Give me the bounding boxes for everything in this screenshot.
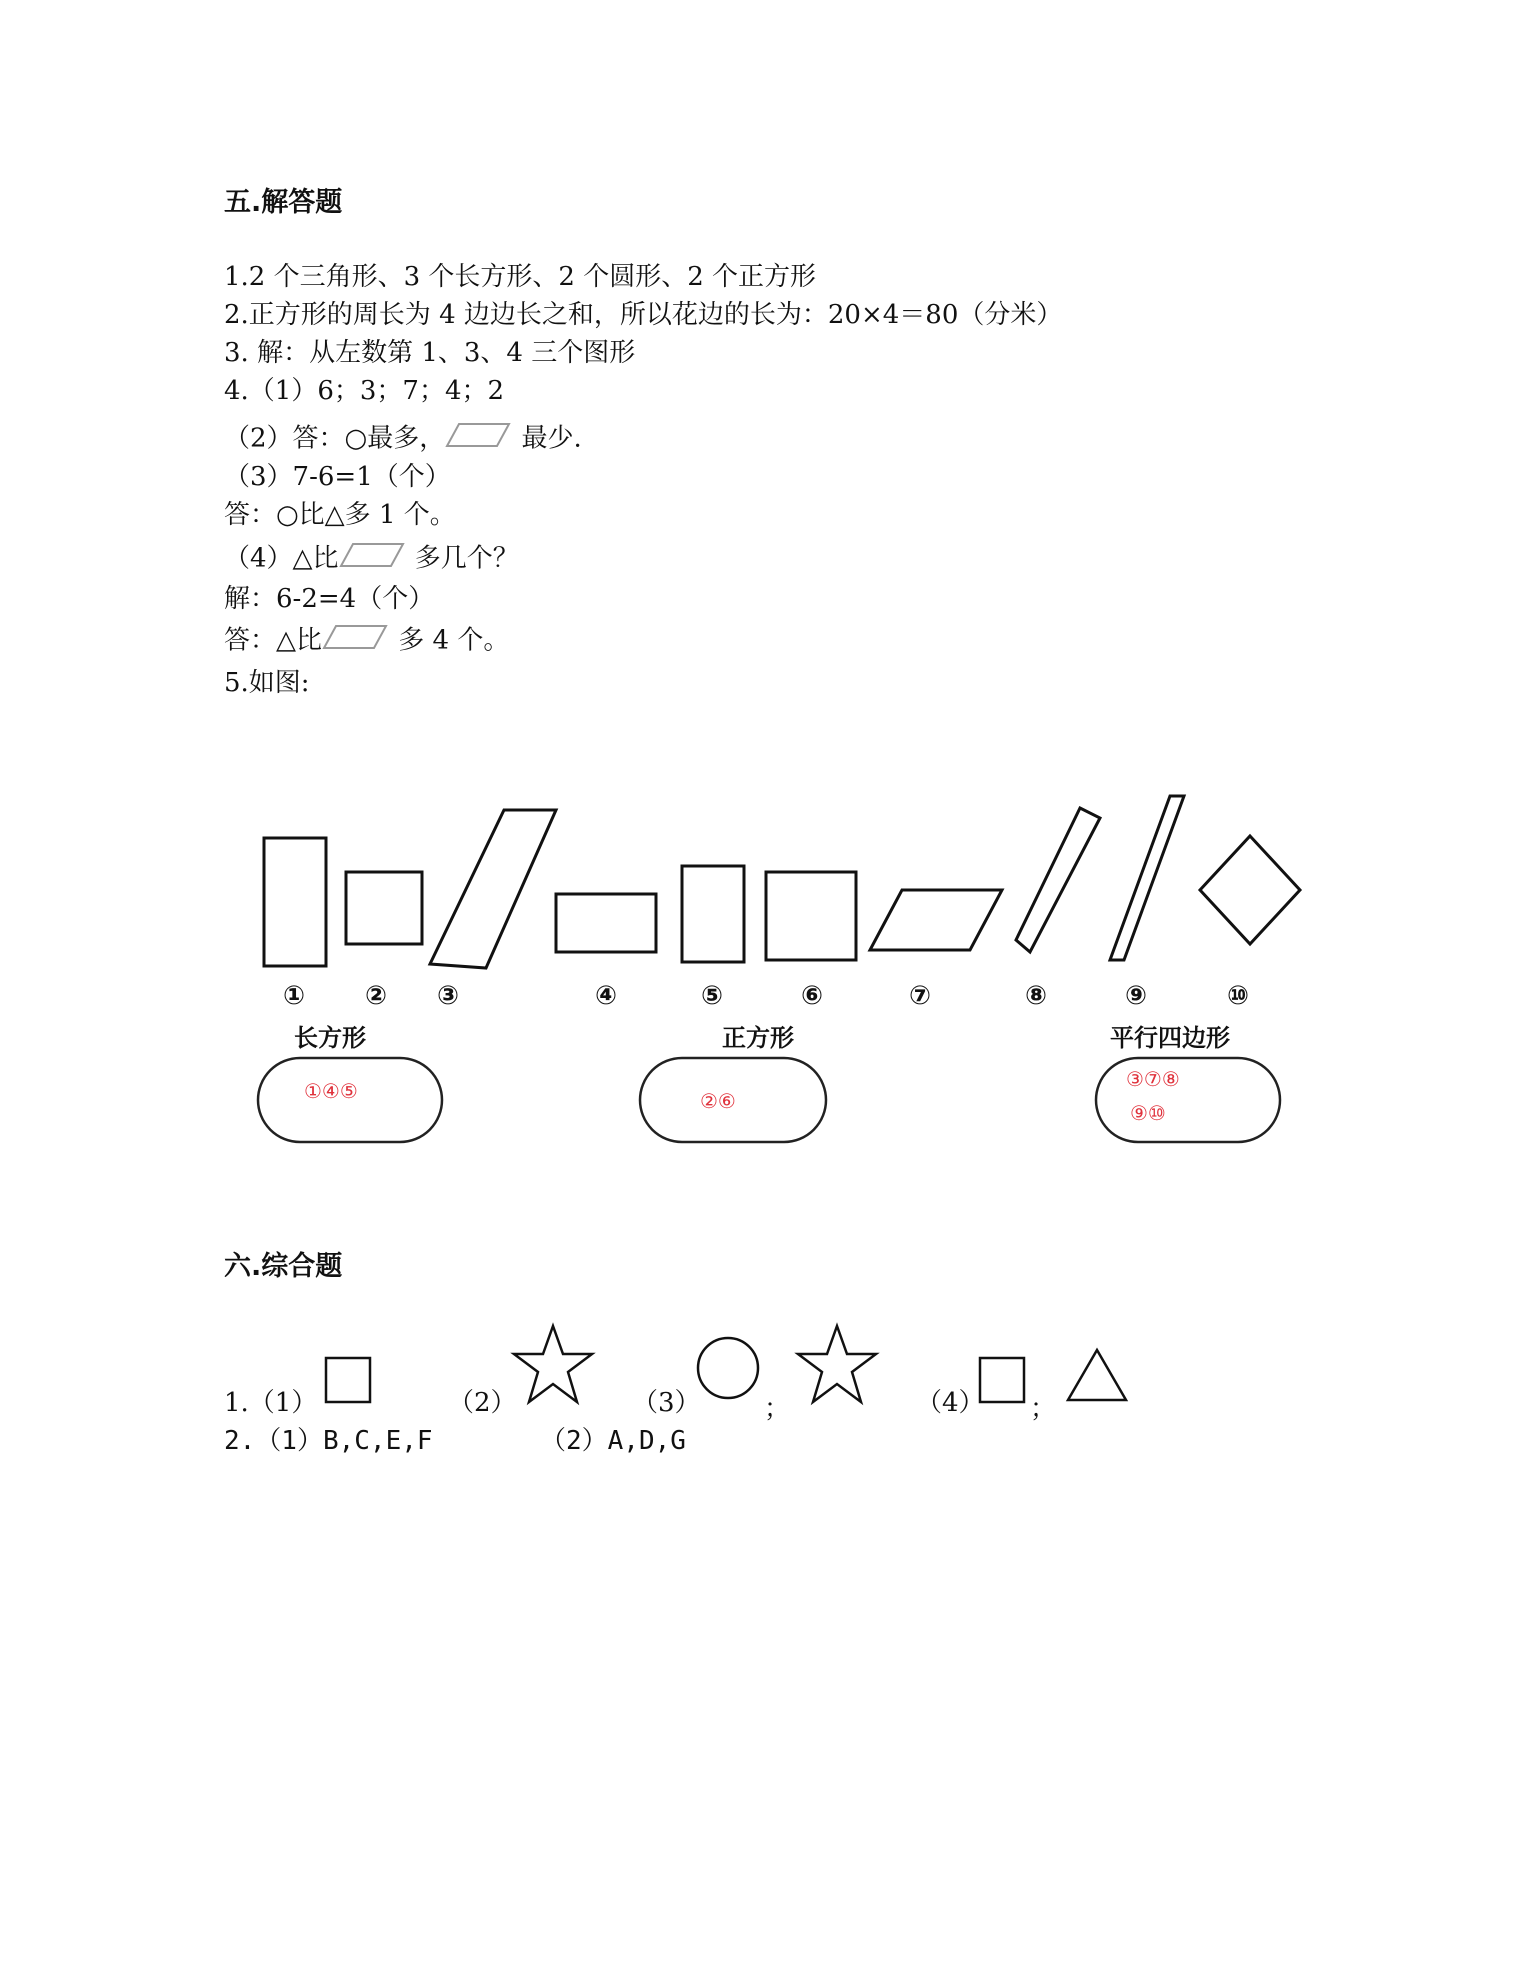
shape-number-5: ⑤ xyxy=(700,981,724,1011)
answer-line-3: 3. 解：从左数第 1、3、4 三个图形 xyxy=(224,338,636,368)
answer-line-6: （3）7-6=1（个） xyxy=(224,462,451,492)
parallelogram-icon xyxy=(339,540,407,579)
q6-2-part2: （2）A,D,G xyxy=(540,1426,686,1456)
star-icon xyxy=(510,1322,596,1406)
group-answer-parallelogram-2: ⑨⑩ xyxy=(1130,1101,1166,1125)
square-icon xyxy=(976,1354,1028,1406)
section-6-title: 六.综合题 xyxy=(224,1251,343,1282)
shape-7-parallelogram xyxy=(870,890,1002,950)
q6-1-label: 1.（1） xyxy=(224,1388,318,1418)
answer-line-5-suffix: 最少. xyxy=(513,423,582,454)
q6-1-part4-separator: ； xyxy=(1030,1394,1057,1424)
q6-1-part4-label: （4） xyxy=(916,1388,985,1418)
shape-5-rectangle xyxy=(682,866,744,962)
shape-number-6: ⑥ xyxy=(800,981,824,1011)
answer-line-2: 2.正方形的周长为 4 边边长之和，所以花边的长为：20×4＝80（分米） xyxy=(224,300,1063,330)
q6-1-part2-label: （2） xyxy=(448,1388,517,1418)
answer-line-8 xyxy=(224,540,519,579)
star-icon xyxy=(794,1322,880,1406)
shape-number-1: ① xyxy=(282,981,306,1011)
shape-3-parallelogram xyxy=(430,810,556,968)
shape-number-3: ③ xyxy=(436,981,460,1011)
group-label-parallelogram: 平行四边形 xyxy=(1110,1024,1230,1052)
circle-icon xyxy=(694,1334,762,1402)
answer-line-7: 答：○比△多 1 个。 xyxy=(224,500,456,530)
parallelogram-icon xyxy=(445,420,513,459)
answer-line-5 xyxy=(224,420,582,459)
parallelogram-icon xyxy=(322,622,390,661)
shape-6-square xyxy=(766,872,856,960)
triangle-icon xyxy=(1064,1346,1130,1404)
group-answer-rectangle: ①④⑤ xyxy=(304,1079,358,1103)
section-5-title: 五.解答题 xyxy=(224,187,343,218)
group-bubble-parallelogram xyxy=(1096,1058,1280,1142)
shape-2-square xyxy=(346,872,422,944)
shape-number-2: ② xyxy=(364,981,388,1011)
shape-number-4: ④ xyxy=(594,981,618,1011)
shape-number-7: ⑦ xyxy=(908,981,932,1011)
group-answer-parallelogram-1: ③⑦⑧ xyxy=(1126,1067,1180,1091)
q6-2-part1: 2.（1）B,C,E,F xyxy=(224,1426,433,1456)
group-label-rectangle: 长方形 xyxy=(294,1024,366,1052)
shapes-classification-figure xyxy=(250,790,1340,1150)
shape-1-rectangle xyxy=(264,838,326,966)
answer-line-10-prefix: 答：△比 xyxy=(224,625,322,656)
answer-line-4: 4.（1）6；3；7；4；2 xyxy=(224,376,505,406)
answer-line-10 xyxy=(224,622,509,661)
answer-line-11: 5.如图: xyxy=(224,668,310,698)
square-icon xyxy=(322,1354,374,1406)
answer-line-9: 解：6-2=4（个） xyxy=(224,584,435,614)
answer-line-10-suffix: 多 4 个。 xyxy=(390,625,510,656)
shape-number-8: ⑧ xyxy=(1024,981,1048,1011)
shape-number-10: ⑩ xyxy=(1226,981,1250,1011)
answer-line-5-prefix: （2）答：○最多， xyxy=(224,423,446,454)
shape-9-parallelogram xyxy=(1110,796,1184,960)
shape-8-parallelogram xyxy=(1016,808,1100,952)
shape-10-square-rotated xyxy=(1200,836,1300,944)
answer-line-1: 1.2 个三角形、3 个长方形、2 个圆形、2 个正方形 xyxy=(224,262,817,292)
answer-line-8-prefix: （4）△比 xyxy=(224,543,339,574)
group-label-square: 正方形 xyxy=(722,1024,794,1052)
shape-4-rectangle xyxy=(556,894,656,952)
answer-line-8-suffix: 多几个？ xyxy=(406,543,519,574)
shape-number-9: ⑨ xyxy=(1124,981,1148,1011)
q6-1-part3-separator: ； xyxy=(764,1394,791,1424)
q6-1-part3-label: （3） xyxy=(632,1388,701,1418)
group-answer-square: ②⑥ xyxy=(700,1089,736,1113)
